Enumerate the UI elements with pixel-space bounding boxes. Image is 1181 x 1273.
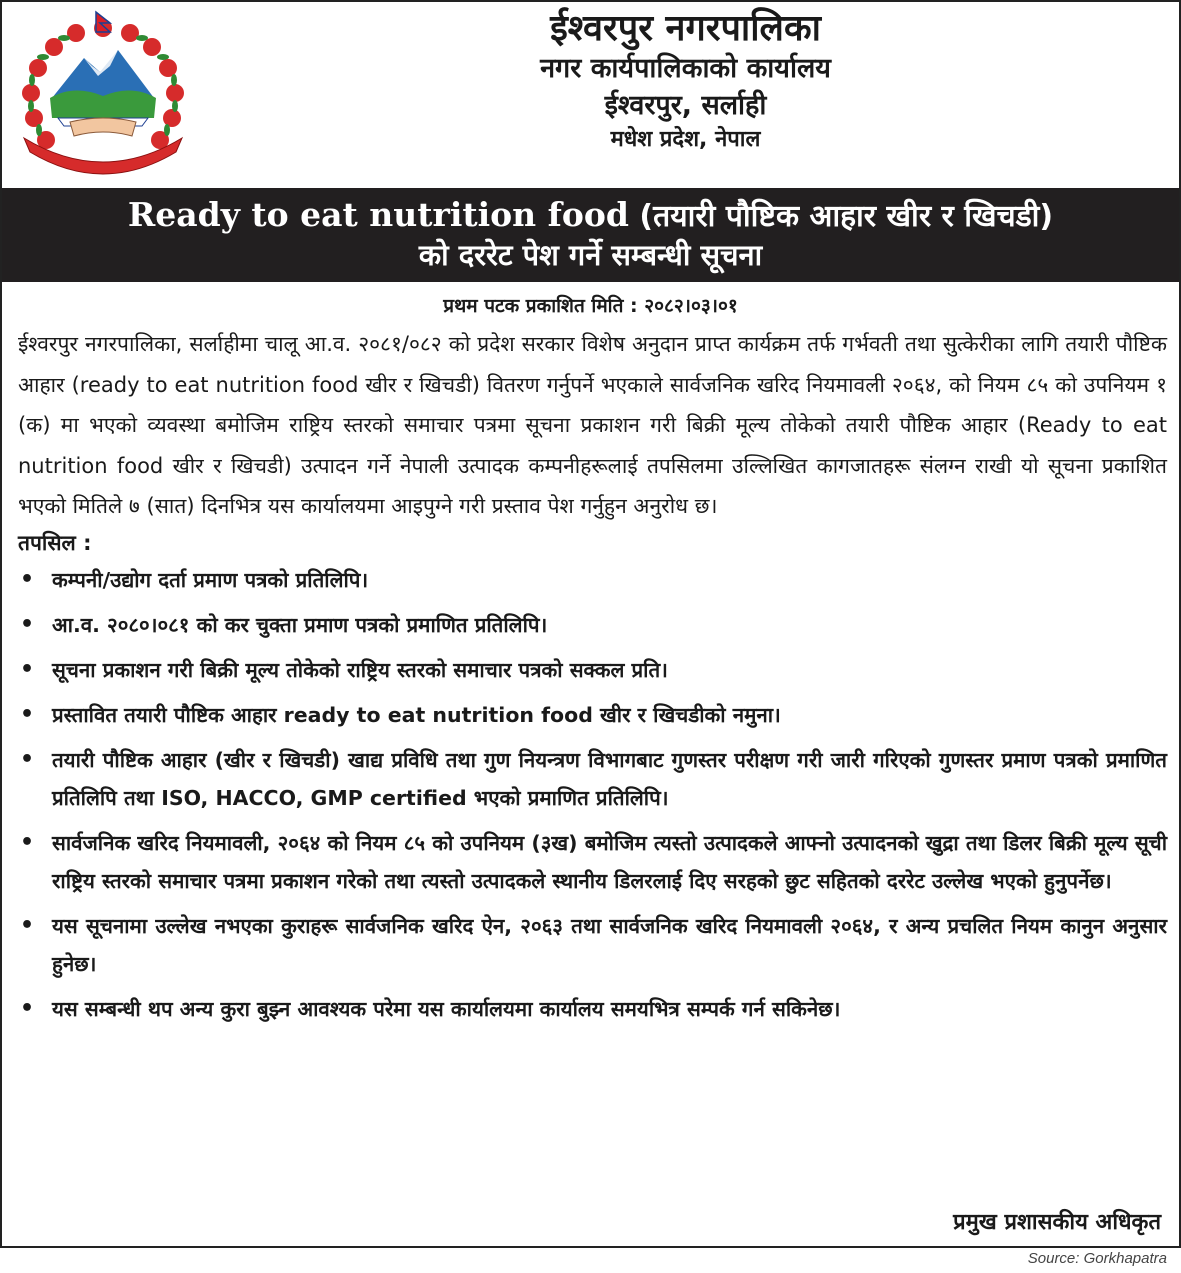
notice-title-english: Ready to eat nutrition food: [127, 195, 629, 234]
list-item: • कम्पनी/उद्योग दर्ता प्रमाण पत्रको प्रतिलिपि।: [18, 561, 1167, 599]
notice-title-line-1: [10, 194, 1171, 237]
notice-body: ईश्वरपुर नगरपालिका, सर्लाहीमा चालू आ.व. २०८१/०८२ को प्रदेश सरकार विशेष अनुदान प्राप्त कार्यक्रम तर्फ गर्भवती तथा सुत्केरीका लागि तयारी पौष्टिक आहार (ready to eat nutrition food खीर र खिचडी) वितरण गर्नुपर्ने भएकाले सार्वजनिक खरिद नियमावली २०६४, को नियम ८५ को उपनियम १ (क) मा भएको व्यवस्था बमोजिम राष्ट्रिय स्तरको समाचार पत्रमा सूचना प्रकाशन गरी बिक्री मूल्य तोकेको तयारी पौष्टिक आहार (Ready to eat nutrition food खीर र खिचडी) उत्पादन गर्ने नेपाली उत्पादक कम्पनीहरूलाई तपसिलमा उल्लिखित कागजातहरू संलग्न राखी यो सूचना प्रकाशित भएको मितिले ७ (सात) दिनभित्र यस कार्यालयमा आइपुग्ने गरी प्रस्ताव पेश गर्नुहुन अनुरोध छ।: [18, 332, 1167, 518]
location: ईश्वरपुर, सर्लाही: [604, 90, 767, 122]
publish-date: प्रथम पटक प्रकाशित मिति : २०८२।०३।०१: [443, 295, 738, 317]
list-item: • यस सूचनामा उल्लेख नभएका कुराहरू सार्वजनिक खरिद ऐन, २०६३ तथा सार्वजनिक खरिद नियमावली २०६४, र अन्य प्रचलित नियम कानुन अनुसार हुनेछ।: [18, 907, 1167, 983]
list-item: • सूचना प्रकाशन गरी बिक्री मूल्य तोकेको राष्ट्रिय स्तरको समाचार पत्रको सक्कल प्रति।: [18, 651, 1167, 689]
province: मधेश प्रदेश, नेपाल: [610, 127, 761, 153]
notice-header: [2, 2, 1179, 188]
office-name: नगर कार्यपालिकाको कार्यालय: [540, 53, 831, 85]
list-item: • सार्वजनिक खरिद नियमावली, २०६४ को नियम ८५ को उपनियम (३ख) बमोजिम त्यस्तो उत्पादकले आफ्नो उत्पादनको खुद्रा तथा डिलर बिक्री मूल्य सूची राष्ट्रिय स्तरको समाचार पत्रमा प्रकाशन गरेको तथा त्यस्तो उत्पादकले स्थानीय डिलरलाई दिए सरहको छुट सहितको दररेट उल्लेख भएको हुनुपर्नेछ।: [18, 824, 1167, 900]
list-item: • प्रस्तावित तयारी पौष्टिक आहार ready to eat nutrition food खीर र खिचडीको नमुना।: [18, 696, 1167, 734]
list-item: • आ.व. २०८०।०८१ को कर चुक्ता प्रमाण पत्रको प्रमाणित प्रतिलिपि।: [18, 606, 1167, 644]
notice-title-nepali: (तयारी पौष्टिक आहार खीर र खिचडी): [639, 199, 1054, 234]
header-text: [192, 8, 1179, 153]
nepal-emblem-icon: [14, 10, 192, 182]
list-item: • तयारी पौष्टिक आहार (खीर र खिचडी) खाद्य प्रविधि तथा गुण नियन्त्रण विभागबाट गुणस्तर परीक्षण गरी जारी गरिएको गुणस्तर प्रमाण पत्रको प्रमाणित प्रतिलिपि तथा ISO, HACCO, GMP certified भएको प्रमाणित प्रतिलिपि।: [18, 741, 1167, 817]
requirements-list: [18, 561, 1167, 1028]
notice-title-line-2: को दररेट पेश गर्ने सम्बन्धी सूचना: [418, 237, 763, 272]
signature-designation: प्रमुख प्रशासकीय अधिकृत: [953, 1210, 1161, 1235]
list-heading: तपसिल :: [18, 530, 92, 555]
source-credit: Source: Gorkhapatra: [1027, 1250, 1167, 1267]
municipality-name: ईश्वरपुर नगरपालिका: [550, 8, 821, 49]
notice-title-bar: [2, 188, 1179, 282]
list-item: • यस सम्बन्धी थप अन्य कुरा बुझ्न आवश्यक परेमा यस कार्यालयमा कार्यालय समयभित्र सम्पर्क गर्न सकिनेछ।: [18, 990, 1167, 1028]
